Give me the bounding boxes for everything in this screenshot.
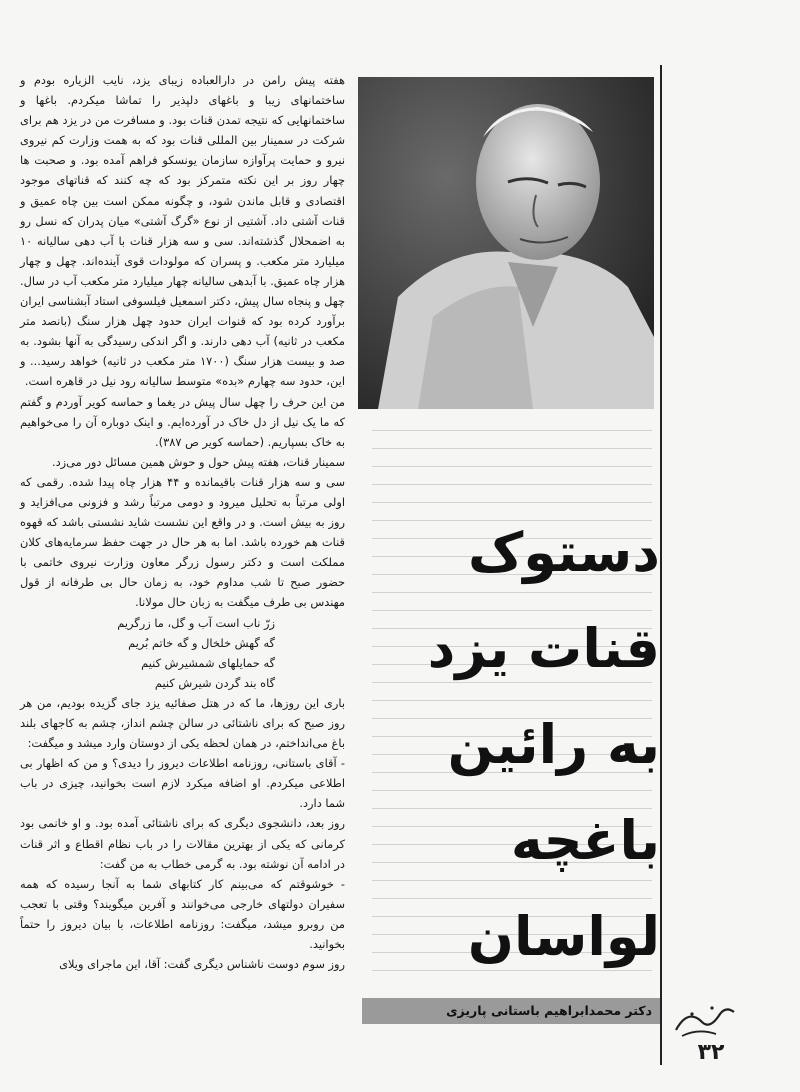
body-paragraph-5: باری این روزها، ما که در هتل صفائیه یزد جای گزیده بودیم، من هر روز صبح که برای ناشتائی در سالن چشم انداز، چشم به کاجهای بلند باغ می‌انداختم، در همان لحظه یکی از دوستان وارد میشد و میگفت: xyxy=(20,695,345,751)
body-paragraph-2: من این حرف را چهل سال پیش در یغما و حماسه کویر آوردم و گفتم که ما یک نیل از دل خاک در آورده‌ایم. و اینک دوباره آن را می‌خواهیم به خاک بسپاریم. (حماسه کویر ص ۳۸۷). xyxy=(20,394,345,449)
body-paragraph-3: سمینار قنات، هفته پیش حول و حوش همین مسائل دور می‌زد. xyxy=(51,454,345,469)
poem-line: گه گهش خلخال و گه خاتم بُریم xyxy=(128,635,275,650)
title-line: دستوک xyxy=(467,521,660,584)
author-byline: دکتر محمدابراهیم باستانی پاریزی xyxy=(362,998,660,1024)
body-paragraph-7: روز بعد، دانشجوی دیگری که برای ناشتائی آمده بود. و او خانمی بود کرمانی که یکی از بهترین مقالات را در باب نظام اقطاع و اثر قنات در ادامه آن نوشته بود. به گرمی خطاب به من گفت: xyxy=(20,816,345,871)
title-line: لواسان xyxy=(467,905,660,968)
title-line: قنات یزد xyxy=(427,617,660,680)
poem-verses xyxy=(20,613,275,693)
article-body xyxy=(20,70,345,974)
body-paragraph-1: هفته پیش رامن در دارالعباده زیبای یزد، نایب الزیاره بودم و ساختمانهای زیبا و باغهای دلپذیر را تماشا میکردم. باغها و ساختمانهایی که نتیجه تمدن قنات بود. و مسافرت من در یزد هم برای شرکت در سمینار بین المللی قنات بود که به همت وزارت کم نیروی نیرو و حمایت پرآوازه سازمان یونسکو فراهم آمده بود. و صحبت ها چهار روز بر این نکته متمرکز بود که چه کنند که قناتهای موجود اقتصادی و قابل ماندن شود، و چگونه ممکن است بین چاه عمیق و قنات آشتی داد. آشتیی از نوع «گرگ آشتی» میان پدران که نسل رو به اضمحلال گذشته‌اند. سی و سه هزار قنات با آب دهی سالیانه ۱۰ میلیارد متر مکعب. و پسران که مولودات قوی آینده‌اند. چهل و چهار هزار چاه عمیق. با آبدهی سالیانه چهار میلیارد متر مکعب آب در سال. چهل و پنجاه سال پیش، دکتر اسمعیل فیلسوفی استاد آبشناسی ایران برآورد کرده بود که قنوات ایران حدود چهل هزار سنگ (بانصد متر مکعب در ثانیه) آب دهی دارند. و اگر اندکی رسیدگی به آنها بشود. به صد و بیست هزار سنگ (۱۷۰۰ متر مکعب در ثانیه) خواهد رسید... و این، حدود سه چهارم «بده» متوسط سالیانه رود نیل در قاهره است. xyxy=(20,73,346,389)
vertical-divider xyxy=(660,65,662,1065)
title-line: به رائین xyxy=(447,713,660,776)
kerman-magazine-logo xyxy=(668,1000,740,1042)
page-number: ۳۲ xyxy=(697,1040,725,1065)
portrait-illustration xyxy=(358,77,654,409)
poem-line: زرّ ناب است آب و گل، ما زرگریم xyxy=(117,615,275,630)
body-paragraph-9: روز سوم دوست ناشناس دیگری گفت: آقا، این ماجرای ویلای xyxy=(59,957,345,972)
title-line: باغچه xyxy=(510,809,660,872)
body-paragraph-4: سی و سه هزار قنات باقیمانده و ۴۴ هزار چاه پیدا شده. رقمی که اولی مرتباً به تحلیل میرود و دومی مرتباً رشد و فزونی می‌افزاید و روز به بیش است. و در واقع این نشست شاید نشستی باشد که قهوه قنات هم خورده باشد. اما به هر حال در جهت حفظ سرمایه‌های کلان مملکت است و دکتر رسول زرگر معاون وزارت نیروی خاتمی با حضور صبح تا شب مداوم خود، به زمان حال بی طرفانه از قول مهندس بی طرف میگفت به زبان حال مولانا. xyxy=(20,474,345,610)
article-title xyxy=(370,505,660,985)
poem-line: گه حمایلهای شمشیرش کنیم xyxy=(141,655,275,670)
author-portrait-photo xyxy=(358,77,654,409)
body-paragraph-6: - آقای باستانی، روزنامه اطلاعات دیروز را دیدی؟ و من که اظهار بی اطلاعی میکردم. او اضافه میکرد لازم است بخوانید، چیزی در باب شما دارد. xyxy=(20,756,345,811)
poem-line: گاه بند گردن شیرش کنیم xyxy=(154,675,275,690)
body-paragraph-8: - خوشوقتم که می‌بینم کار کتابهای شما به آنجا رسیده که همه سفیران دولتهای خارجی می‌خوانند و آفرین میگویند؟ وقتی با تعجب من روبرو میشد، میگفت: روزنامه اطلاعات، با بیان دیروز را حتماً بخوانید. xyxy=(20,876,345,952)
